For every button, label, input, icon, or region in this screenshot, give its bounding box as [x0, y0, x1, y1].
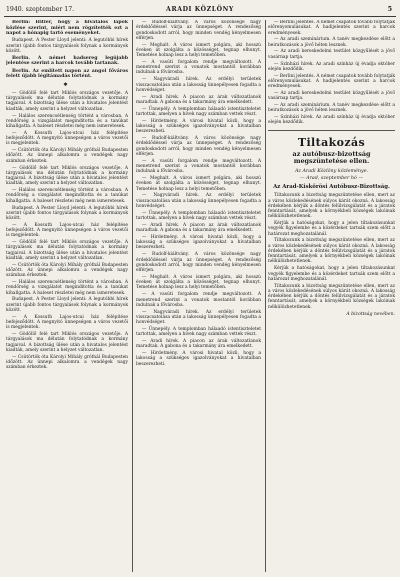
article-paragraph: — Meghalt. A város ismert polgára, aki hosszú éveken át szolgálta a közösséget, tegnap elhunyt. Temetése holnap lesz a helyi temetőben.: [136, 274, 261, 291]
article-paragraph: — A vasúti forgalom rendje megváltozott. A menetrend szerint a vonatok mostantól korábban indulnak a fővárosba.: [136, 292, 261, 308]
article-paragraph: — Nagyváradi hírek. Az erdélyi területek visszacsatolása után a lakosság ünnepélyesen fogadta a honvédséget.: [136, 77, 261, 93]
article-paragraph: — Ünnepély. A templomban hálaadó istentiszteletet tartottak, amelyen a hívek nagy számban vettek részt.: [136, 210, 261, 222]
protest-organization: Az Arad-Kiskőrösi Autóbusz-Bizottság.: [273, 183, 390, 190]
newspaper-title: ARADI KÖZLÖNY: [166, 6, 234, 13]
article-paragraph: — Nagyváradi hírek. Az erdélyi területek visszacsatolása után a lakosság ünnepélyesen fogadta a honvédséget.: [136, 193, 261, 209]
article-paragraph: — A Kossuth Lajos-utcai ház felépítése befejeződött. A megnyitó ünnepségen a város vezetői is megjelentek.: [6, 314, 128, 331]
article-paragraph: Budapest. A Pester Lloyd jelenti: A legutóbbi hírek szerint újabb fontos tárgyalások folynak a kormányok között.: [6, 205, 128, 221]
article-paragraph: — Aradi hírek. A piacon az árak változatlanok maradtak. A gabona és a takarmány ára emelkedett.: [136, 339, 261, 350]
article-paragraph: — Gödöllő felé tart Miklós országos vezetője. A tárgyalások ma délután folytatódnak a kormány tagjaival. A bizottság ülése után a hivatalos jelentést kiadták, amely szerint a helyzet változatlan.: [6, 90, 128, 112]
article-paragraph: Kérjük a hatóságokat, hogy a jelen tiltakozásunkat vegyék figyelembe és a közérdeket tartsák szem előtt a határozat meghozatalánál.: [268, 266, 395, 282]
article-paragraph: Berlin. A német hadsereg legújabb jelentése szerint a harcok tovább tartanak.: [6, 55, 128, 67]
article-paragraph: — Ünnepély. A templomban hálaadó istentiszteletet tartottak, amelyen a hívek nagy számban vettek részt.: [136, 106, 261, 117]
article-paragraph: — Rudolf-kiáltvány. A város közönsége nagy érdeklődéssel várja az ünnepséget. A rendezőség gondoskodott arról, hogy minden vendég kényelmesen elférjen.: [136, 20, 261, 41]
article-paragraph: — Halálos szerencsétlenség történt a városban. A rendőrség a vizsgálatot megindította és a tanúkat kihallgatta. A baleset részletei még nem ismeretesek.: [6, 113, 128, 130]
section-divider: ✱: [63, 81, 71, 88]
article-paragraph: — Gödöllő felé tart Miklós országos vezetője. A tárgyalások ma délután folytatódnak a kormány tagjaival. A bizottság ülése után a hivatalos jelentést kiadták, amely szerint a helyzet változatlan.: [6, 332, 128, 353]
article-paragraph: — A Kossuth Lajos-utcai ház felépítése befejeződött. A megnyitó ünnepségen a város vezetői is megjelentek.: [6, 222, 128, 239]
column-right: [268, 20, 395, 572]
article-paragraph: — Színházi hírek. Az aradi színház új évadja október elején kezdődik.: [268, 61, 395, 72]
article-paragraph: Tiltakozunk a bizottság megszüntetése ellen, mert az a város közlekedésének súlyos kárát okozná. A lakosság érdekében kérjük a döntés felülvizsgálatát és a járatok fenntartását, amelyek a környékbeli községek lakóinak nélkülözhetetlenek.: [268, 238, 395, 265]
article-paragraph: — Halálos szerencsétlenség történt a városban. A rendőrség a vizsgálatot megindította és a tanúkat kihallgatta. A baleset részletei még nem ismeretesek.: [6, 188, 128, 204]
article-paragraph: — Csütörtök óta Károlyi Mihály grófnál Budapesten időzött. Az ünnepi alkalomra a vendégek nagy számban érkeztek.: [6, 354, 128, 371]
article-paragraph: — Hirdetmény. A városi hivatal közli, hogy a lakosság a szükséges igazolványokat a hivatalban beszerezheti.: [136, 118, 261, 135]
article-paragraph: Budapest. A Pester Lloyd jelenti: A legutóbbi hírek szerint újabb fontos tárgyalások folynak a kormányok között.: [6, 38, 128, 54]
article-paragraph: Tiltakozunk a bizottság megszüntetése ellen, mert az a város közlekedésének súlyos kárát okozná. A lakosság érdekében kérjük a döntés felülvizsgálatát és a járatok fenntartását, amelyek a környékbeli községek lakóinak nélkülözhetetlenek.: [268, 193, 395, 220]
article-paragraph: — Meghalt. A város ismert polgára, aki hosszú éveken át szolgálta a közösséget, tegnap elhunyt. Temetése holnap lesz a helyi temetőben.: [136, 176, 261, 192]
article-paragraph: Berlin: Hitler, hogy a hivatalos lapok közlése szerint, miért nem rögzítették ezt a napot a hónapig tartó eseményeket.: [6, 20, 128, 37]
article-paragraph: — Gödöllő felé tart Miklós országos vezetője. A tárgyalások ma délután folytatódnak a kormány tagjaival. A bizottság ülése után a hivatalos jelentést kiadták, amely szerint a helyzet változatlan.: [6, 240, 128, 261]
column-middle: [136, 20, 261, 572]
article-paragraph: — Hirdetmény. A városi hivatal közli, hogy a lakosság a szükséges igazolványokat a hivatalban beszerezheti.: [136, 234, 261, 251]
article-paragraph: — A vasúti forgalom rendje megváltozott. A menetrend szerint a vonatok mostantól korábban indulnak a fővárosba.: [136, 59, 261, 76]
article-paragraph: — Csütörtök óta Károlyi Mihály grófnál Budapesten időzött. Az ünnepi alkalomra a vendégek nagy számban érkeztek.: [6, 148, 128, 164]
article-paragraph: — Csütörtök óta Károlyi Mihály grófnál Budapesten időzött. Az ünnepi alkalomra a vendégek nagy számban érkeztek.: [6, 262, 128, 279]
article-paragraph: — Színházi hírek. Az aradi színház új évadja október elején kezdődik.: [268, 115, 395, 126]
page-number: 5: [387, 6, 392, 13]
article-paragraph: — Aradi hírek. A piacon az árak változatlanok maradtak. A gabona és a takarmány ára emelkedett.: [136, 94, 261, 105]
article-paragraph: — Az aradi szeminárium. A tanév megkezdése előtt a beiratkozások a jövő héten lesznek.: [268, 103, 395, 114]
page-header: [4, 3, 396, 17]
article-paragraph: — Rudolf-kiáltvány. A város közönsége nagy érdeklődéssel várja az ünnepséget. A rendezőség gondoskodott arról, hogy minden vendég kényelmesen elférjen.: [136, 252, 261, 274]
article-paragraph: — Berlini jelentés. A német csapatok tovább folytatják előrenyomulásukat. A hadijelentés szerint a harcok eredményesek.: [268, 73, 395, 90]
article-paragraph: Berlin. Az említett napon az angol főváros felett újabb légitámadás történt.: [6, 68, 128, 80]
issue-date: 1940. szeptember 17.: [6, 6, 75, 13]
article-paragraph: — A vasúti forgalom rendje megváltozott. A menetrend szerint a vonatok mostantól korábban indulnak a fővárosba.: [136, 158, 261, 175]
protest-dateline: — Arad, szeptember hó —: [299, 175, 364, 181]
protest-heading: Tiltakozás: [297, 135, 366, 149]
column-left: [6, 20, 128, 572]
article-paragraph: — Az aradi szeminárium. A tanév megkezdése előtt a beiratkozások a jövő héten lesznek.: [268, 37, 395, 48]
article-paragraph: — Az aradi kereskedelmi testület közgyűlését a jövő vasárnap tartja.: [268, 90, 395, 102]
article-paragraph: — Rudolf-kiáltvány. A város közönsége nagy érdeklődéssel várja az ünnepséget. A rendezőség gondoskodott arról, hogy minden vendég kényelmesen elférjen.: [136, 136, 261, 157]
article-paragraph: — Hirdetmény. A városi hivatal közli, hogy a lakosság a szükséges igazolványokat a hivatalban beszerezheti.: [136, 351, 261, 367]
column-divider: [265, 20, 266, 572]
article-paragraph: — Ünnepély. A templomban hálaadó istentiszteletet tartottak, amelyen a hívek nagy számban vettek részt.: [136, 326, 261, 338]
article-paragraph: Budapest. A Pester Lloyd jelenti: A legutóbbi hírek szerint újabb fontos tárgyalások folynak a kormányok között.: [6, 297, 128, 313]
article-paragraph: — A Kossuth Lajos-utcai ház felépítése befejeződött. A megnyitó ünnepségen a város vezetői is megjelentek.: [6, 130, 128, 147]
section-divider: [268, 130, 395, 131]
article-paragraph: Kérjük a hatóságokat, hogy a jelen tiltakozásunkat vegyék figyelembe és a közérdeket tartsák szem előtt a határozat meghozatalánál.: [268, 221, 395, 237]
newspaper-page: [4, 3, 396, 575]
article-paragraph: — Gödöllő felé tart Miklós országos vezetője. A tárgyalások ma délután folytatódnak a kormány tagjaival. A bizottság ülése után a hivatalos jelentést kiadták, amely szerint a helyzet változatlan.: [6, 165, 128, 187]
protest-signature: A bizottság nevében.: [346, 311, 395, 317]
column-divider: [132, 20, 133, 572]
article-paragraph: Tiltakozunk a bizottság megszüntetése ellen, mert az a város közlekedésének súlyos kárát okozná. A lakosság érdekében kérjük a döntés felülvizsgálatát és a járatok fenntartását, amelyek a környékbeli községek lakóinak nélkülözhetetlenek.: [268, 283, 395, 310]
article-paragraph: — Aradi hírek. A piacon az árak változatlanok maradtak. A gabona és a takarmány ára emelkedett.: [136, 222, 261, 234]
article-paragraph: — Az aradi kereskedelmi testület közgyűlését a jövő vasárnap tartja.: [268, 49, 395, 60]
article-paragraph: — Berlini jelentés. A német csapatok tovább folytatják előrenyomulásukat. A hadijelentés szerint a harcok eredményesek.: [268, 20, 395, 36]
protest-intro: Az Aradi Közlöny közleménye.: [294, 168, 369, 174]
protest-subheading: az autóbusz-bizottság megszüntetése ellen.: [292, 149, 371, 166]
article-paragraph: — Nagyváradi hírek. Az erdélyi területek visszacsatolása után a lakosság ünnepélyesen fogadta a honvédséget.: [136, 309, 261, 326]
article-paragraph: — Halálos szerencsétlenség történt a városban. A rendőrség a vizsgálatot megindította és a tanúkat kihallgatta. A baleset részletei még nem ismeretesek.: [6, 280, 128, 296]
article-paragraph: — Meghalt. A város ismert polgára, aki hosszú éveken át szolgálta a közösséget, tegnap elhunyt. Temetése holnap lesz a helyi temetőben.: [136, 42, 261, 59]
